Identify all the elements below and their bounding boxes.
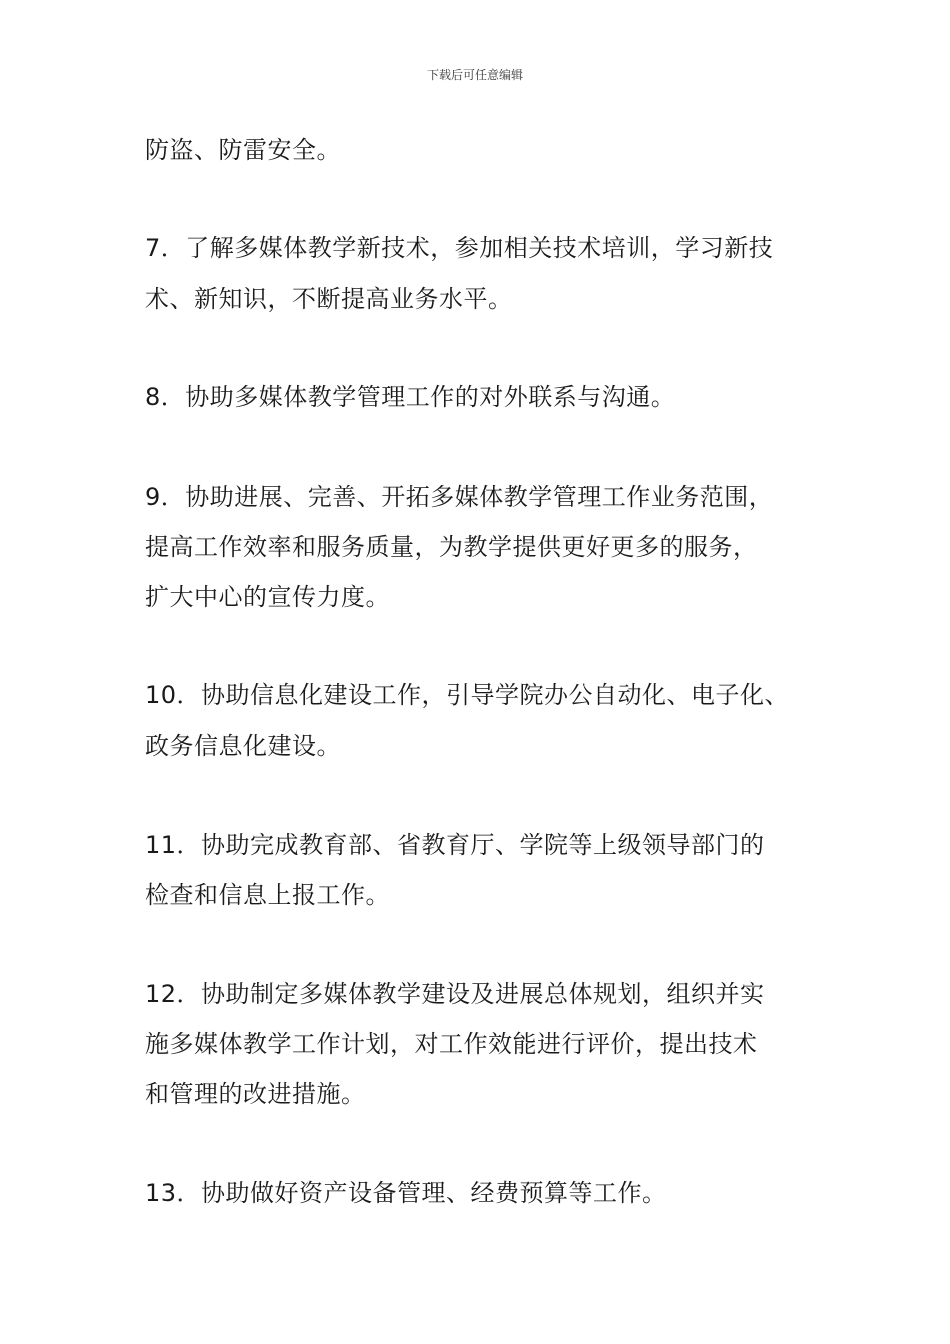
paragraph-line: 8．协助多媒体教学管理工作的对外联系与沟通。: [145, 383, 676, 411]
paragraph-line: 扩大中心的宣传力度。: [145, 583, 390, 611]
paragraph-line: 政务信息化建设。: [145, 732, 341, 760]
page-header: 下载后可任意编辑: [426, 68, 523, 82]
paragraph-line: 9．协助进展、完善、开拓多媒体教学管理工作业务范围，: [145, 483, 774, 511]
paragraph-line: 10．协助信息化建设工作，引导学院办公自动化、电子化、: [145, 681, 790, 709]
paragraph-line: 和管理的改进措施。: [145, 1080, 366, 1108]
paragraph-line: 术、新知识，不断提高业务水平。: [145, 285, 513, 313]
paragraph-line: 提高工作效率和服务质量，为教学提供更好更多的服务，: [145, 533, 758, 561]
paragraph-line: 11．协助完成教育部、省教育厅、学院等上级领导部门的: [145, 831, 765, 859]
paragraph-line: 防盗、防雷安全。: [145, 136, 341, 164]
paragraph-line: 12．协助制定多媒体教学建设及进展总体规划，组织并实: [145, 980, 765, 1008]
paragraph-line: 施多媒体教学工作计划，对工作效能进行评价，提出技术: [145, 1030, 758, 1058]
paragraph-line: 13．协助做好资产设备管理、经费预算等工作。: [145, 1179, 667, 1207]
paragraph-line: 7．了解多媒体教学新技术，参加相关技术培训，学习新技: [145, 234, 774, 262]
paragraph-line: 检查和信息上报工作。: [145, 881, 390, 909]
